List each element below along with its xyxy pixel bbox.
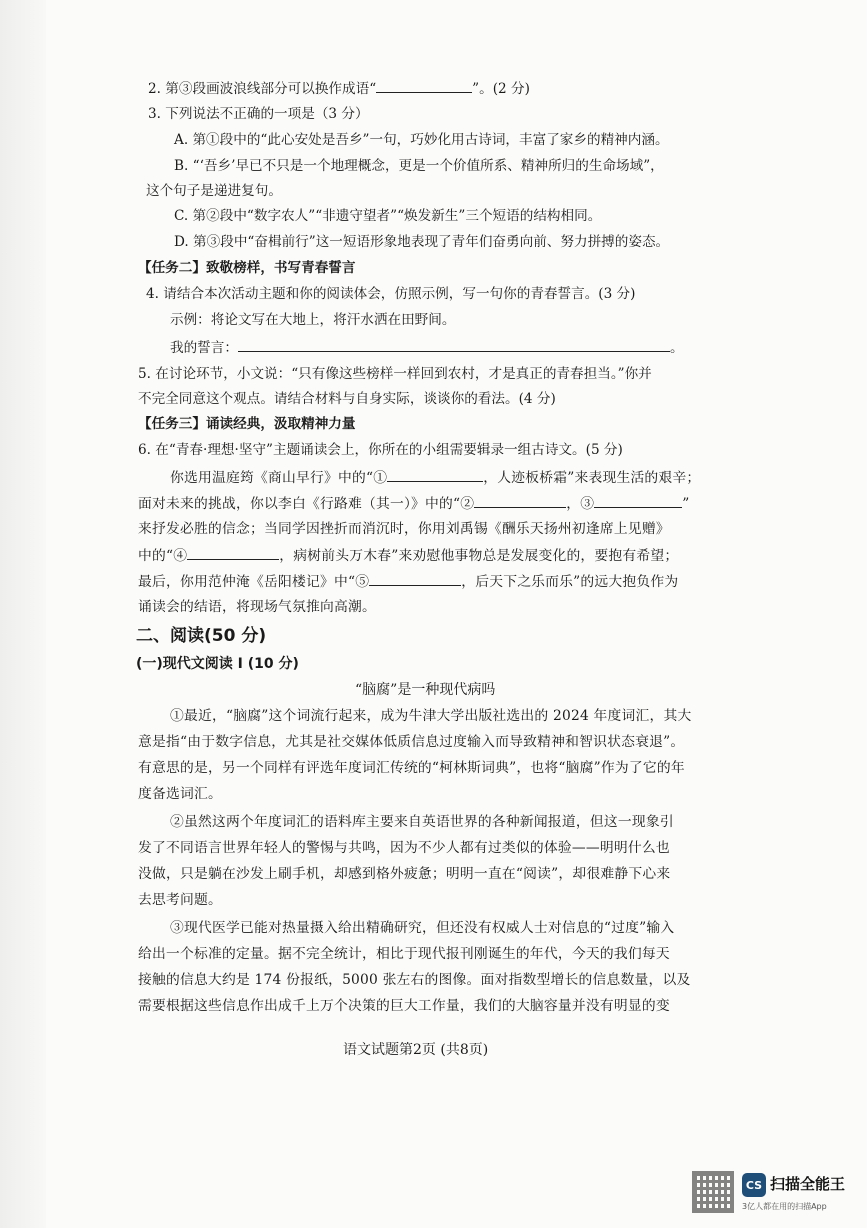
para3-line1: ③现代医学已能对热量摄入给出精确研究，但还没有权威人士对信息的“过度”输入 bbox=[170, 920, 675, 936]
option-d: D. 第③段中“奋楫前行”这一短语形象地表现了青年们奋勇向前、努力拼搏的姿态。 bbox=[174, 234, 670, 250]
camscanner-logo-icon: CS bbox=[742, 1173, 766, 1197]
question-4-stem: 4. 请结合本次活动主题和你的阅读体会，仿照示例，写一句你的青春誓言。(3 分) bbox=[146, 286, 636, 302]
page-footer: 语文试题第2页 (共8页) bbox=[343, 1042, 489, 1058]
brand-name: 扫描全能王 bbox=[770, 1175, 846, 1193]
page-edge-shadow bbox=[0, 0, 46, 1228]
question-2: 2. 第③段画波浪线部分可以换作成语“ ”。(2 分) bbox=[148, 78, 530, 99]
para3-line2: 给出一个标准的定量。据不完全统计，相比于现代报刊刚诞生的年代，今天的我们每天 bbox=[138, 946, 670, 962]
question-6-line2: 面对未来的挑战，你以李白《行路难（其一）》中的“② ，③ ” bbox=[138, 493, 690, 514]
blank-1[interactable] bbox=[387, 467, 483, 482]
question-6-line1: 你选用温庭筠《商山早行》中的“① ，人迹板桥霜”来表现生活的艰辛； bbox=[170, 467, 700, 488]
qr-code-icon bbox=[692, 1171, 734, 1213]
question-5-line1: 5. 在讨论环节，小文说：“只有像这些榜样一样回到农村，才是真正的青春担当。”你并 bbox=[138, 366, 652, 382]
para2-line2: 发了不同语言世界年轻人的警惕与共鸣，因为不少人都有过类似的体验——明明什么也 bbox=[138, 840, 670, 856]
para2-line4: 去思考问题。 bbox=[138, 892, 222, 908]
option-b-cont: 这个句子是递进复句。 bbox=[146, 183, 282, 199]
para2-line1: ②虽然这两个年度词汇的语料库主要来自英语世界的各种新闻报道，但这一现象引 bbox=[170, 814, 674, 830]
blank-5[interactable] bbox=[369, 571, 461, 586]
scanner-watermark bbox=[692, 1167, 862, 1219]
question-6-line4: 中的“④ ，病树前头万木春”来劝慰他事物总是发展变化的，要抱有希望； bbox=[138, 545, 678, 566]
question-6-line5: 最后，你用范仲淹《岳阳楼记》中“⑤ ，后天下之乐而乐”的远大抱负作为 bbox=[138, 571, 678, 592]
question-6-stem: 6. 在“青春·理想·坚守”主题诵读会上，你所在的小组需要辑录一组古诗文。(5 分) bbox=[138, 442, 623, 458]
question-4-example: 示例：将论文写在大地上，将汗水洒在田野间。 bbox=[170, 312, 456, 328]
question-4-answer: 我的誓言： 。 bbox=[170, 337, 684, 358]
para3-line4: 需要根据这些信息作出成千上万个决策的巨大工作量，我们的大脑容量并没有明显的变 bbox=[138, 998, 670, 1014]
blank-4[interactable] bbox=[187, 545, 279, 560]
article-title: “脑腐”是一种现代病吗 bbox=[355, 682, 496, 698]
answer-line[interactable] bbox=[238, 337, 670, 352]
task-3-title: 【任务三】诵读经典，汲取精神力量 bbox=[138, 416, 356, 432]
para1-line4: 度备选词汇。 bbox=[138, 786, 222, 802]
question-6-line6: 诵读会的结语，将现场气氛推向高潮。 bbox=[138, 599, 376, 615]
brand-tagline: 3亿人都在用的扫描App bbox=[742, 1202, 827, 1211]
question-3-stem: 3. 下列说法不正确的一项是（3 分） bbox=[148, 106, 369, 122]
task-2-title: 【任务二】致敬榜样，书写青春誓言 bbox=[138, 260, 356, 276]
blank-2[interactable] bbox=[474, 493, 566, 508]
option-b: B. “‘吾乡’早已不只是一个地理概念，更是一个价值所系、精神所归的生命场域”， bbox=[174, 158, 664, 174]
para1-line1: ①最近，“脑腐”这个词流行起来，成为牛津大学出版社选出的 2024 年度词汇，其大 bbox=[170, 708, 692, 724]
option-c: C. 第②段中“数字农人”“非遗守望者”“焕发新生”三个短语的结构相同。 bbox=[174, 208, 602, 224]
question-5-line2: 不完全同意这个观点。请结合材料与自身实际，谈谈你的看法。(4 分) bbox=[138, 391, 556, 407]
para3-line3: 接触的信息大约是 174 份报纸，5000 张左右的图像。面对指数型增长的信息数量，以及 bbox=[138, 972, 691, 988]
answer-blank[interactable] bbox=[376, 78, 472, 93]
section-subtitle: (一)现代文阅读 I (10 分) bbox=[136, 656, 299, 672]
blank-3[interactable] bbox=[594, 493, 682, 508]
question-6-line3: 来抒发必胜的信念；当同学因挫折而消沉时，你用刘禹锡《酬乐天扬州初逢席上见赠》 bbox=[138, 521, 670, 537]
section-title: 二、阅读(50 分) bbox=[136, 626, 267, 646]
option-a: A. 第①段中的“此心安处是吾乡”一句，巧妙化用古诗词，丰富了家乡的精神内涵。 bbox=[174, 132, 669, 148]
para2-line3: 没做，只是躺在沙发上刷手机，却感到格外疲惫；明明一直在“阅读”，却很难静下心来 bbox=[138, 866, 671, 882]
para1-line2: 意是指“由于数字信息，尤其是社交媒体低质信息过度输入而导致精神和智识状态衰退”。 bbox=[138, 734, 685, 750]
para1-line3: 有意思的是，另一个同样有评选年度词汇传统的“柯林斯词典”，也将“脑腐”作为了它的年 bbox=[138, 760, 685, 776]
